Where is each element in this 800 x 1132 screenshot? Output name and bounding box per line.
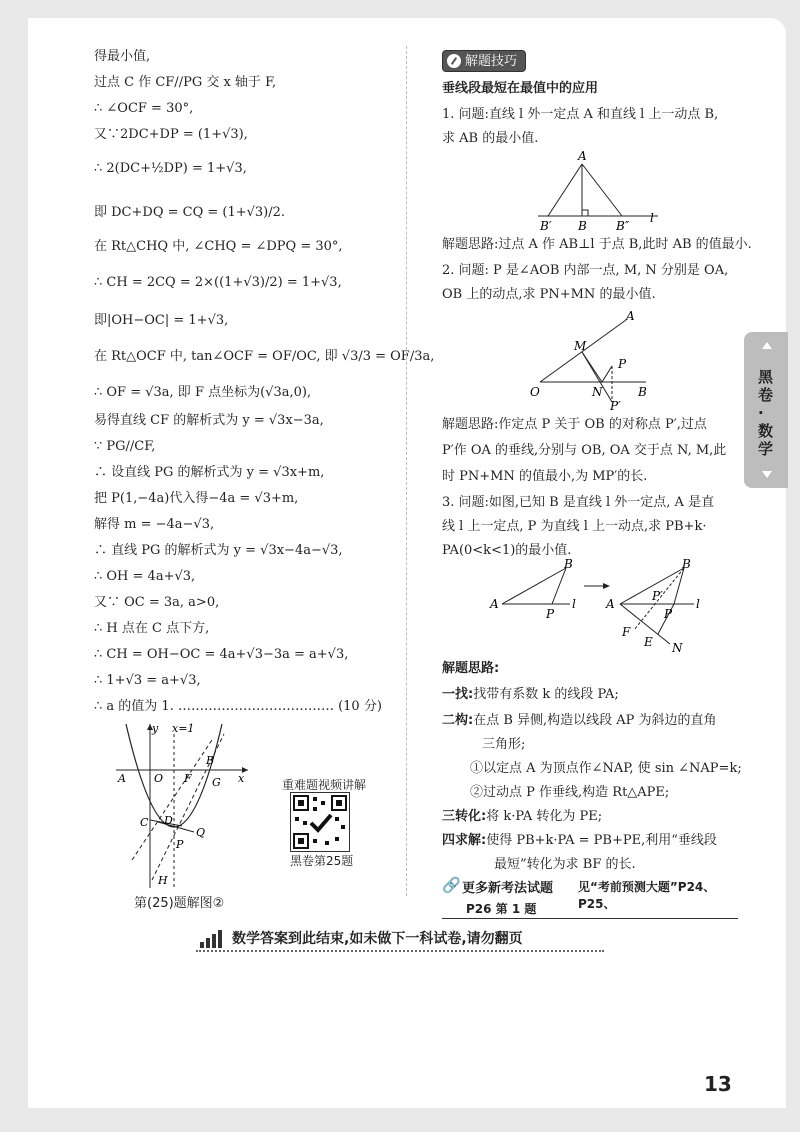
tips-subtitle: 垂线段最短在最值中的应用 — [442, 81, 599, 96]
step-text: ①以定点 A 为顶点作∠NAP, 使 sin ∠NAP=k; — [470, 761, 742, 776]
solution-line: 即 DC+DQ = CQ = (1+√3)/2. — [94, 205, 286, 220]
step-row — [494, 858, 636, 871]
parabola-figure — [112, 720, 252, 890]
page-number: 13 — [704, 1072, 732, 1096]
fig3b-label-f: F — [622, 625, 631, 639]
solution-line: ∵ PG//CF, — [94, 439, 156, 454]
more-questions-box[interactable] — [442, 874, 738, 919]
fig2-label-o: O — [530, 385, 540, 399]
link-icon: 🔗 — [442, 876, 461, 894]
figure-caption: 第(25)题解图② — [134, 896, 225, 911]
solution-line: ∴ OH = 4a+√3, — [94, 569, 196, 584]
fig1-label-a: A — [578, 150, 587, 163]
point-label-c: C — [140, 816, 149, 829]
fig2-label-p: P — [618, 357, 627, 371]
solution-line: 在 Rt△CHQ 中, ∠CHQ = ∠DPQ = 30°, — [94, 239, 343, 254]
solution-line: 得最小值, — [94, 49, 151, 64]
fig1-label-l: l — [650, 211, 654, 225]
qr-code[interactable] — [290, 792, 350, 852]
solution-line: 又∵2DC+DP = (1+√3), — [94, 127, 248, 142]
step-text: 将 k·PA 转化为 PE; — [486, 809, 603, 824]
point-label-o: O — [154, 772, 164, 785]
step-key: 一找: — [442, 687, 474, 702]
problem-1-line: 1. 问题:直线 l 外一定点 A 和直线 l 上一动点 B, — [442, 107, 719, 122]
fig3b-label-e: E — [644, 635, 653, 649]
step-text: 三角形; — [482, 737, 526, 752]
column-divider — [406, 46, 407, 896]
solution-line: ∴ 直线 PG 的解析式为 y = √3x−4a−√3, — [94, 543, 343, 558]
point-label-p: P — [176, 838, 184, 851]
point-label-q: Q — [196, 826, 206, 839]
solution-line: ∴ ∠OCF = 30°, — [94, 101, 194, 116]
fig3-label-b: B — [564, 558, 573, 571]
solution-line: ∴ CH = OH−OC = 4a+√3−3a = a+√3, — [94, 647, 349, 662]
perpendicular-figure — [532, 150, 662, 232]
fig3-label-l: l — [572, 597, 576, 611]
step-text: ②过动点 P 作垂线,构造 Rt△APE; — [470, 785, 670, 800]
tips-badge — [442, 50, 526, 72]
step-text: 最短”转化为求 BF 的长. — [494, 857, 636, 872]
solution-line: 又∵ OC = 3a, a>0, — [94, 595, 220, 610]
step-row — [442, 810, 602, 823]
problem-3-line: 线 l 上一定点, P 为直线 l 上一动点,求 PB+k· — [442, 519, 707, 534]
fig2-label-b: B — [638, 385, 647, 399]
arrow-up-icon — [762, 342, 772, 349]
step-row — [470, 786, 669, 799]
arrow-down-icon — [762, 471, 772, 478]
fig1-label-b1: B′ — [540, 219, 552, 232]
solution-line: 把 P(1,−4a)代入得−4a = √3+m, — [94, 491, 299, 506]
axis-label-x: x — [238, 772, 245, 785]
step-row — [442, 714, 717, 727]
problem-2-line: OB 上的动点,求 PN+MN 的最小值. — [442, 287, 656, 302]
fig3b-label-n: N — [672, 641, 683, 654]
fig3b-label-b: B — [682, 558, 691, 571]
solution-line: ∴ 1+√3 = a+√3, — [94, 673, 201, 688]
problem-2-idea: 解题思路:作定点 P 关于 OB 的对称点 P′,过点 — [442, 417, 707, 432]
fig3-label-a: A — [490, 597, 499, 611]
step-key: 二构: — [442, 713, 474, 728]
subject-tab-label: 黑卷·数学 — [758, 368, 774, 458]
solution-line: ∴ CH = 2CQ = 2×((1+√3)/2) = 1+√3, — [94, 275, 342, 290]
reflection-figure — [530, 306, 660, 410]
point-label-g: G — [212, 776, 221, 789]
more-title: 更多新考法试题 — [462, 881, 554, 896]
problem-2-idea: P′作 OA 的垂线,分别与 OB, OA 交于点 N, M,此 — [442, 443, 727, 458]
idea-title: 解题思路: — [442, 661, 500, 676]
sine-transform-figure — [488, 558, 742, 654]
axis-label-y: y — [152, 722, 159, 735]
more-text-2: P26 第 1 题 — [466, 902, 537, 916]
solution-line: 过点 C 作 CF//PG 交 x 轴于 F, — [94, 75, 277, 90]
step-row — [442, 688, 619, 701]
qr-title: 重难题视频讲解 — [282, 778, 367, 792]
step-row — [442, 834, 717, 847]
step-row — [470, 762, 742, 775]
fig3b-label-p: P — [664, 607, 673, 621]
fig3b-label-l: l — [696, 597, 700, 611]
point-label-f: F — [184, 772, 192, 785]
fig1-label-b: B — [578, 219, 587, 232]
solution-line: 易得直线 CF 的解析式为 y = √3x−3a, — [94, 413, 324, 428]
key-icon — [447, 54, 461, 68]
solution-line: 解得 m = −4a−√3, — [94, 517, 215, 532]
end-notice-text: 数学答案到此结束,如未做下一科试卷,请勿翻页 — [232, 931, 523, 947]
solution-line: 即|OH−OC| = 1+√3, — [94, 313, 229, 328]
fig2-label-n: N — [592, 385, 603, 399]
point-label-d: D — [164, 814, 173, 827]
line-label-x1: x=1 — [172, 722, 195, 735]
solution-line: ∴ a 的值为 1. ……………………………… (10 分) — [94, 699, 382, 714]
step-row — [482, 738, 525, 751]
end-notice — [196, 924, 604, 952]
fig3-label-p: P — [546, 607, 555, 621]
step-key: 四求解: — [442, 833, 487, 848]
more-text: 见“考前预测大题”P24、P25、 — [578, 880, 716, 911]
qr-subtitle: 黑卷第25题 — [290, 854, 354, 868]
subject-tab — [744, 332, 788, 488]
point-label-a: A — [118, 772, 126, 785]
tips-badge-label: 解题技巧 — [465, 53, 518, 69]
point-label-b: B — [206, 754, 215, 767]
fig3b-label-p1: P′ — [652, 589, 663, 603]
fig3b-label-a: A — [606, 597, 615, 611]
solution-line: ∴ 设直线 PG 的解析式为 y = √3x+m, — [94, 465, 325, 480]
step-text: 使得 PB+k·PA = PB+PE,利用“垂线段 — [486, 833, 717, 848]
problem-1-idea: 解题思路:过点 A 作 AB⊥l 于点 B,此时 AB 的值最小. — [442, 237, 752, 252]
step-key: 三转化: — [442, 809, 487, 824]
problem-3-line: 3. 问题:如图,已知 B 是直线 l 外一定点, A 是直 — [442, 495, 715, 510]
fig2-label-p1: P′ — [610, 399, 621, 410]
solution-line: ∴ H 点在 C 点下方, — [94, 621, 210, 636]
problem-3-line: PA(0<k<1)的最小值. — [442, 543, 572, 558]
problem-2-line: 2. 问题: P 是∠AOB 内部一点, M, N 分别是 OA, — [442, 263, 729, 278]
step-text: 在点 B 异侧,构造以线段 AP 为斜边的直角 — [473, 713, 717, 728]
point-label-h: H — [158, 874, 168, 887]
bars-icon — [200, 928, 226, 948]
solution-line: 在 Rt△OCF 中, tan∠OCF = OF/OC, 即 √3/3 = OF/3a, — [94, 349, 435, 364]
step-text: 找带有系数 k 的线段 PA; — [473, 687, 619, 702]
solution-line: ∴ OF = √3a, 即 F 点坐标为(√3a,0), — [94, 385, 312, 400]
solution-line: ∴ 2(DC+½DP) = 1+√3, — [94, 161, 247, 176]
fig2-label-a: A — [626, 309, 635, 323]
fig1-label-b2: B″ — [616, 219, 630, 232]
problem-1-line: 求 AB 的最小值. — [442, 131, 539, 146]
fig2-label-m: M — [574, 339, 587, 353]
problem-2-idea: 时 PN+MN 的值最小,为 MP′的长. — [442, 469, 648, 484]
